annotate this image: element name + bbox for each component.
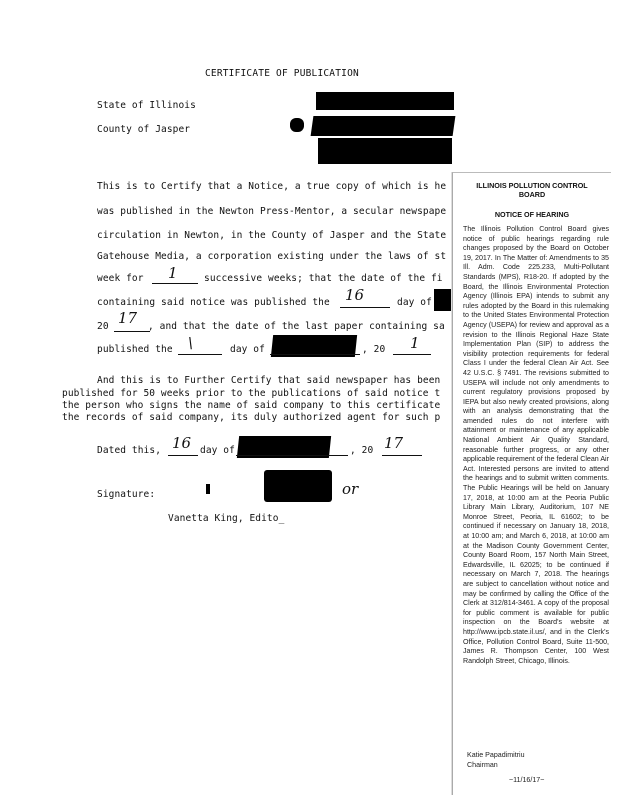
state-line: State of Illinois bbox=[97, 100, 196, 111]
last-month-blank bbox=[270, 354, 360, 355]
dated-day-blank bbox=[168, 455, 198, 456]
last-day-blank bbox=[178, 354, 222, 355]
first-day-handwritten: 16 bbox=[345, 286, 365, 304]
certify-line-2: was published in the Newton Press-Mentor, a secular newspape bbox=[97, 206, 447, 217]
further-certify-line-4: the records of said company, its duly authorized agent for such p bbox=[62, 412, 441, 423]
year-first-handwritten: 17 bbox=[118, 309, 138, 327]
redaction-name-left-stroke bbox=[290, 118, 304, 132]
notice-date-line: ~11/16/17~ bbox=[509, 776, 545, 784]
further-certify-line-3: the person who signs the name of said company to this certificate bbox=[62, 400, 441, 411]
certify-line-5-start: week for bbox=[97, 273, 144, 284]
redaction-signature bbox=[264, 470, 332, 502]
dated-year-blank bbox=[382, 455, 422, 456]
signature-mark: or bbox=[342, 480, 359, 498]
dated-month-blank bbox=[236, 455, 348, 456]
further-certify-line-2: published for 50 weeks prior to the publications of said notice t bbox=[62, 388, 441, 399]
certify-line-4: Gatehouse Media, a corporation existing under the laws of st bbox=[97, 251, 447, 262]
dated-label: Dated this, bbox=[97, 445, 162, 456]
certify-line-8-mid: day of bbox=[230, 344, 265, 355]
year-last-blank bbox=[393, 354, 431, 355]
dated-day-of: day of bbox=[200, 445, 235, 456]
notice-body: The Illinois Pollution Control Board gives notice of public hearings regarding rule changes proposed by the Board on October 19, 2017. In The Matter of: Amendments to 35 Ill. Adm. Code 225.233, Multi-Pollutant Standards (MPS), R18-20. If adopted by the Board, the Illinois Environmental Protection Agency (Illinois EPA) intends to submit any rules adopted by the Board in this rulemaking to the United States Environmental Protection Agency (USEPA) for review and approval as a revision to the Illinois Regional Haze State Implementation Plan (SIP) to address the visibility protection requirements for federal Class I under the federal Clean Air Act. See 42 U.S.C. § 7491. The revisions submitted to USEPA will include not only amendments to current regulatory provisions proposed by IEPA but also newly created provisions, along with an analysis demonstrating that the amended rules do not interfere with attainment or maintenance of any applicable National Ambient Air Quality Standard, reasonable further progress, or any other applicable requirement of the federal Clean Air Act. Interested persons are invited to attend the hearings and to submit written comments. The Public Hearings will be held on January 17, 2018, at 10:00 am at the Peoria Public Library Main Library, Auditorium, 107 NE Monroe Street, Peoria, IL 61602; to be continued if necessary on January 18, 2018, at 10:00 am; and March 6, 2018, at 10:00 am at the Madison County Government Center, County Board Room, 157 North Main Street, Edwardsville, IL 62025; to be continued if necessary on March 7, 2018. The hearings are subject to cancellation without notice and may be confirmed by calling the Office of the Clerk at 312/814-3461. A copy of the proposal for public comment is available for public inspection on the Board's website at http://www.ipcb.state.il.us/, and in the Clerk's Office, Pollution Control Board, Suite 11-500, James R. Thompson Center, 100 West Randolph Street, Chicago, Illinois. bbox=[463, 225, 609, 665]
last-day-handwritten: \ bbox=[188, 334, 194, 352]
weeks-blank bbox=[152, 283, 198, 284]
dated-year-label: , 20 bbox=[350, 445, 374, 456]
redaction-signature-dot bbox=[206, 484, 210, 494]
redaction-name-lower bbox=[318, 138, 452, 164]
certify-line-8-start: published the bbox=[97, 344, 173, 355]
certify-line-6-end: day of bbox=[397, 297, 432, 308]
first-day-blank bbox=[340, 307, 390, 308]
signature-label: Signature: bbox=[97, 489, 156, 500]
redaction-name-scribble bbox=[311, 116, 456, 136]
redaction-first-month bbox=[434, 289, 452, 311]
certify-line-5-end: successive weeks; that the date of the fi bbox=[204, 273, 443, 284]
certify-line-3: circulation in Newton, in the County of Jasper and the State bbox=[97, 230, 447, 241]
dated-day-handwritten: 16 bbox=[172, 434, 192, 452]
certify-line-6-start: containing said notice was published the bbox=[97, 297, 330, 308]
certify-line-7-start: 20 bbox=[97, 321, 109, 332]
notice-header-board: BOARD bbox=[518, 190, 546, 199]
certify-line-8-end: , 20 bbox=[362, 344, 386, 355]
document-title: CERTIFICATE OF PUBLICATION bbox=[205, 68, 359, 79]
notice-header-agency: ILLINOIS POLLUTION CONTROL bbox=[476, 181, 588, 190]
weeks-handwritten: 1 bbox=[168, 264, 178, 282]
redaction-name-top bbox=[316, 92, 454, 110]
notice-header-title: NOTICE OF HEARING bbox=[494, 210, 570, 219]
year-last-handwritten: 1 bbox=[410, 334, 420, 352]
certify-line-1: This is to Certify that a Notice, a true copy of which is he bbox=[97, 181, 447, 192]
certify-line-7-end: , and that the date of the last paper containing sa bbox=[148, 321, 445, 332]
further-certify-line-1: And this is to Further Certify that said newspaper has been bbox=[97, 375, 441, 386]
notice-signer-name: Katie Papadimitriu bbox=[467, 751, 525, 759]
signer-name: Vanetta King, Edito_ bbox=[168, 513, 285, 524]
notice-signer-title: Chairman bbox=[467, 761, 498, 769]
dated-year-handwritten: 17 bbox=[384, 434, 404, 452]
year-first-blank bbox=[114, 331, 150, 332]
county-line: County of Jasper bbox=[97, 124, 191, 135]
newspaper-notice-clipping bbox=[452, 172, 611, 795]
